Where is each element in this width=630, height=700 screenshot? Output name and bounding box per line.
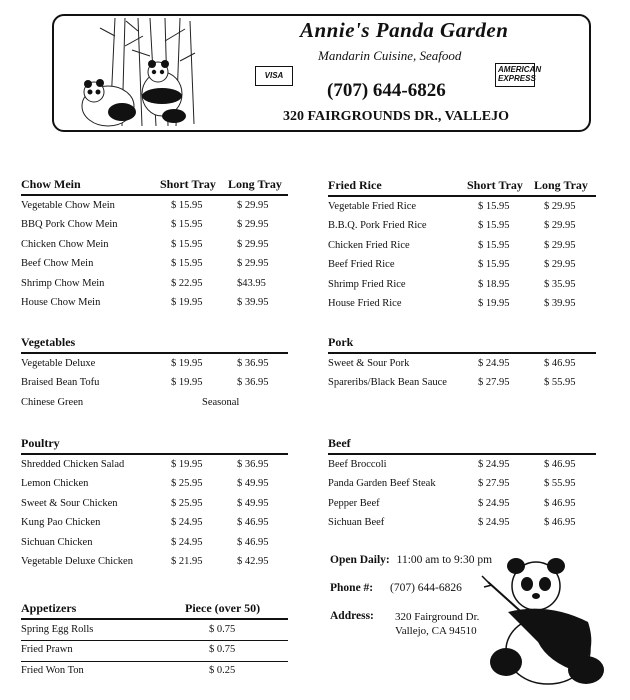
- item-name: House Chow Mein: [21, 296, 101, 308]
- phone-label: Phone #:: [330, 582, 374, 594]
- menu-row: [21, 456, 288, 475]
- section-appetizers: [21, 601, 288, 681]
- price-long: $ 29.95: [544, 201, 576, 212]
- price-short: $ 15.95: [478, 220, 510, 232]
- menu-row: [328, 495, 596, 514]
- price-short: $ 18.95: [478, 278, 510, 290]
- price-long: $ 36.95: [237, 377, 269, 389]
- col-short-tray: Short Tray: [160, 177, 216, 191]
- menu-row: [21, 197, 288, 216]
- price-long: $43.95: [237, 277, 266, 289]
- section-title: Appetizers: [21, 601, 77, 615]
- item-name: Shredded Chicken Salad: [21, 459, 125, 470]
- menu-row: [21, 216, 288, 235]
- price-short: $ 15.95: [478, 239, 510, 251]
- restaurant-name: Annie's Panda Garden: [300, 18, 509, 42]
- item-name: Vegetable Fried Rice: [328, 201, 417, 212]
- item-name: Spring Egg Rolls: [21, 624, 94, 635]
- section-pork: [328, 335, 596, 394]
- item-name: Vegetable Chow Mein: [21, 200, 115, 211]
- price-long: $ 39.95: [544, 297, 576, 309]
- section-title: Chow Mein: [21, 177, 81, 191]
- menu-row: [328, 198, 596, 217]
- phone-line: [330, 582, 462, 594]
- open-daily-line: [330, 554, 492, 566]
- section-title: Poultry: [21, 436, 60, 450]
- amex-label-2: EXPRESS: [498, 73, 536, 83]
- amex-label-1: AMERICAN: [498, 65, 542, 74]
- menu-row: [21, 394, 288, 413]
- price-short: $ 15.95: [478, 259, 510, 271]
- price-long: $ 36.95: [237, 358, 269, 369]
- price-long: $ 55.95: [544, 377, 576, 389]
- price-long: $ 46.95: [237, 517, 269, 529]
- menu-row: [328, 237, 596, 256]
- amex-logo: [495, 63, 542, 87]
- section-title: Vegetables: [21, 335, 76, 349]
- item-name: Panda Garden Beef Steak: [328, 478, 436, 490]
- header-address: 320 FAIRGROUNDS DR., VALLEJO: [283, 109, 509, 124]
- item-name: Spareribs/Black Bean Sauce: [328, 377, 447, 389]
- price-long: $ 29.95: [237, 238, 269, 250]
- menu-row: [21, 495, 288, 514]
- cuisine-subtitle: Mandarin Cuisine, Seafood: [318, 48, 462, 63]
- item-name: Sweet & Sour Chicken: [21, 497, 118, 509]
- col-short-tray: Short Tray: [467, 178, 523, 192]
- item-name: Chicken Fried Rice: [328, 239, 410, 251]
- price-short: $ 24.95: [171, 517, 203, 529]
- price-long: $ 29.95: [544, 220, 576, 232]
- menu-row: [21, 255, 288, 274]
- item-name: Sichuan Beef: [328, 517, 385, 529]
- address-label: Address:: [330, 610, 374, 622]
- section-title: Fried Rice: [328, 178, 382, 192]
- item-name: Shrimp Chow Mein: [21, 277, 105, 289]
- menu-row: [328, 256, 596, 275]
- section-fried-rice: [328, 178, 596, 314]
- price-long: $ 49.95: [237, 478, 269, 490]
- price-long: $ 39.95: [237, 296, 269, 308]
- price-short: $ 25.95: [171, 478, 203, 490]
- item-name: Kung Pao Chicken: [21, 517, 101, 529]
- price-short: $ 15.95: [478, 201, 510, 212]
- address-block: [395, 610, 479, 638]
- price-long: $ 35.95: [544, 278, 576, 290]
- price-short: $ 27.95: [478, 478, 510, 490]
- col-long-tray: Long Tray: [534, 178, 588, 192]
- price-short: $ 19.95: [171, 377, 203, 389]
- item-name: House Fried Rice: [328, 297, 402, 309]
- col-piece: Piece (over 50): [185, 601, 261, 615]
- price-long: $ 29.95: [237, 258, 269, 270]
- menu-row: [328, 456, 596, 475]
- price-long: $ 29.95: [237, 200, 269, 211]
- price-long: $ 46.95: [544, 358, 576, 369]
- open-hours: 11:00 am to 9:30 pm: [396, 554, 493, 566]
- panda-bamboo-illustration: [70, 16, 210, 130]
- price-short: $ 24.95: [171, 536, 203, 548]
- price-seasonal: Seasonal: [202, 396, 240, 408]
- header-phone: (707) 644-6826: [327, 80, 446, 101]
- item-name: Sichuan Chicken: [21, 536, 93, 548]
- price-long: $ 29.95: [544, 259, 576, 271]
- menu-row: [21, 553, 288, 572]
- price-short: $ 21.95: [171, 555, 203, 567]
- section-chow-mein: [21, 177, 288, 313]
- menu-row: [21, 641, 288, 660]
- price-short: $ 25.95: [171, 497, 203, 509]
- item-name: BBQ Pork Chow Mein: [21, 219, 118, 231]
- price-long: $ 46.95: [544, 517, 576, 529]
- price-long: $ 46.95: [544, 497, 576, 509]
- col-long-tray: Long Tray: [228, 177, 282, 191]
- address-line-1: 320 Fairground Dr.: [395, 611, 480, 623]
- section-poultry: [21, 436, 288, 572]
- price-short: $ 27.95: [478, 377, 510, 389]
- item-name: Beef Fried Rice: [328, 259, 395, 271]
- item-name: Chicken Chow Mein: [21, 238, 109, 250]
- menu-row: [328, 374, 596, 393]
- price-short: $ 24.95: [478, 358, 510, 369]
- menu-row: [21, 374, 288, 393]
- info-phone: (707) 644-6826: [390, 582, 462, 594]
- visa-label: VISA: [264, 71, 284, 80]
- section-vegetables: [21, 335, 288, 413]
- price-short: $ 24.95: [478, 497, 510, 509]
- section-title: Beef: [328, 436, 351, 450]
- item-name: Lemon Chicken: [21, 478, 89, 490]
- price-short: $ 19.95: [171, 358, 203, 369]
- price-piece: $ 0.25: [209, 664, 236, 676]
- price-short: $ 24.95: [478, 517, 510, 529]
- item-name: B.B.Q. Pork Fried Rice: [328, 220, 427, 232]
- item-name: Sweet & Sour Pork: [328, 358, 410, 369]
- price-short: $ 19.95: [171, 459, 203, 470]
- menu-row: [21, 621, 288, 640]
- menu-row: [21, 662, 288, 681]
- item-name: Vegetable Deluxe: [21, 358, 96, 369]
- item-name: Chinese Green: [21, 396, 84, 408]
- price-short: $ 15.95: [171, 219, 203, 231]
- menu-row: [21, 534, 288, 553]
- price-long: $ 46.95: [544, 459, 576, 470]
- menu-row: [21, 294, 288, 313]
- item-name: Fried Won Ton: [21, 664, 84, 676]
- price-long: $ 29.95: [544, 239, 576, 251]
- item-name: Braised Bean Tofu: [21, 377, 100, 389]
- menu-row: [328, 475, 596, 494]
- price-short: $ 19.95: [171, 296, 203, 308]
- price-long: $ 42.95: [237, 555, 269, 567]
- item-name: Pepper Beef: [328, 497, 380, 509]
- price-short: $ 24.95: [478, 459, 510, 470]
- price-long: $ 55.95: [544, 478, 576, 490]
- price-long: $ 46.95: [237, 536, 269, 548]
- item-name: Beef Broccoli: [328, 459, 387, 470]
- price-short: $ 22.95: [171, 277, 203, 289]
- price-short: $ 15.95: [171, 200, 203, 211]
- price-short: $ 15.95: [171, 258, 203, 270]
- menu-row: [21, 355, 288, 374]
- section-title: Pork: [328, 335, 354, 349]
- menu-row: [328, 276, 596, 295]
- menu-row: [21, 236, 288, 255]
- menu-row: [328, 217, 596, 236]
- menu-row: [328, 295, 596, 314]
- menu-row: [328, 355, 596, 374]
- item-name: Shrimp Fried Rice: [328, 278, 406, 290]
- visa-logo: [255, 66, 293, 86]
- menu-row: [328, 514, 596, 533]
- item-name: Beef Chow Mein: [21, 258, 94, 270]
- section-beef: [328, 436, 596, 534]
- panda-illustration: [478, 552, 608, 692]
- menu-row: [21, 514, 288, 533]
- item-name: Fried Prawn: [21, 644, 73, 656]
- open-daily-label: Open Daily:: [330, 554, 390, 566]
- price-long: $ 29.95: [237, 219, 269, 231]
- price-short: $ 15.95: [171, 238, 203, 250]
- price-short: $ 19.95: [478, 297, 510, 309]
- item-name: Vegetable Deluxe Chicken: [21, 555, 133, 567]
- price-long: $ 49.95: [237, 497, 269, 509]
- price-long: $ 36.95: [237, 459, 269, 470]
- price-piece: $ 0.75: [209, 624, 236, 635]
- address-line-2: Vallejo, CA 94510: [395, 625, 477, 637]
- address-line: [330, 610, 374, 622]
- price-piece: $ 0.75: [209, 644, 236, 656]
- menu-row: [21, 475, 288, 494]
- menu-row: [21, 275, 288, 294]
